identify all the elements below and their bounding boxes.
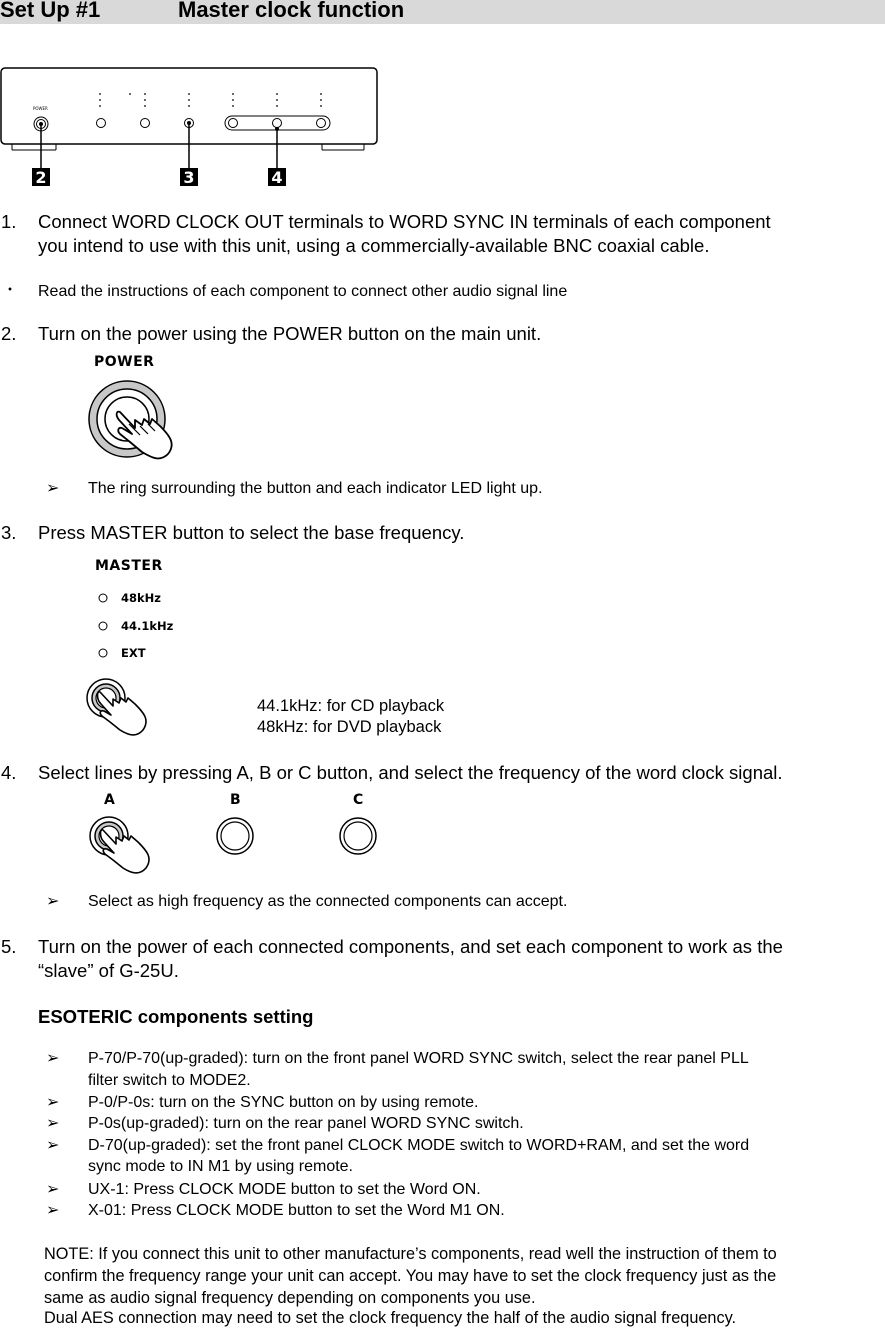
esoteric-bullet-2-mark: ➢ — [46, 1094, 60, 1111]
master-panel-label: MASTER — [95, 558, 163, 574]
step-1-line-2: you intend to use with this unit, using a commercially-available BNC coaxial cable. — [38, 235, 710, 256]
esoteric-heading: ESOTERIC components setting — [38, 1006, 314, 1027]
callout-4: 4 — [271, 168, 283, 187]
step-1-line-1: Connect WORD CLOCK OUT terminals to WORD SYNC IN terminals of each component — [38, 211, 771, 232]
esoteric-item-4-line-2: sync mode to IN M1 by using remote. — [88, 1158, 353, 1175]
esoteric-item-4-line-1: D-70(up-graded): set the front panel CLOCK MODE switch to WORD+RAM, and set the word — [88, 1137, 750, 1154]
step-4-text: Select lines by pressing A, B or C button, and select the frequency of the word clock signal. — [38, 762, 783, 783]
section-title: Master clock function — [178, 0, 405, 22]
esoteric-bullet-1-mark: ➢ — [46, 1050, 60, 1067]
freq-info-cd: 44.1kHz: for CD playback — [257, 697, 445, 715]
step-3-number: 3. — [1, 522, 17, 543]
callout-3: 3 — [183, 168, 195, 187]
esoteric-item-1-line-2: filter switch to MODE2. — [88, 1072, 251, 1089]
callout-2: 2 — [35, 168, 47, 187]
freq-option-48khz: 48kHz — [121, 591, 161, 605]
step-2-bullet-text: The ring surrounding the button and each indicator LED light up. — [88, 480, 543, 497]
esoteric-bullet-4-mark: ➢ — [46, 1137, 60, 1154]
master-button-illustration — [80, 676, 170, 744]
freq-option-44-1khz: 44.1kHz — [121, 619, 174, 633]
note-line-3: same as audio signal frequency depending on components you use. — [44, 1289, 536, 1307]
step-2-number: 2. — [1, 323, 17, 344]
step-4-bullet-text: Select as high frequency as the connected components can accept. — [88, 893, 568, 910]
esoteric-item-1-line-1: P-70/P-70(up-graded): turn on the front panel WORD SYNC switch, select the rear panel PLL — [88, 1050, 749, 1067]
note-line-2: confirm the frequency range your unit can accept. You may have to set the clock frequency just as the — [44, 1267, 777, 1285]
power-panel-label: POWER — [94, 354, 155, 370]
esoteric-bullet-5-mark: ➢ — [46, 1181, 60, 1198]
step-4-number: 4. — [1, 762, 17, 783]
esoteric-item-5: UX-1: Press CLOCK MODE button to set the Word ON. — [88, 1181, 481, 1198]
master-indicator-leds — [96, 592, 110, 660]
esoteric-item-2: P-0/P-0s: turn on the SYNC button on by using remote. — [88, 1094, 479, 1111]
device-power-label: POWER — [33, 106, 48, 111]
step-2-text: Turn on the power using the POWER button on the main unit. — [38, 323, 542, 344]
note-1-mark: ・ — [2, 282, 19, 299]
esoteric-bullet-6-mark: ➢ — [46, 1202, 60, 1219]
note-1-text: Read the instructions of each component to connect other audio signal line — [38, 283, 568, 300]
step-3-text: Press MASTER button to select the base frequency. — [38, 522, 465, 543]
freq-option-ext: EXT — [121, 646, 146, 660]
esoteric-bullet-3-mark: ➢ — [46, 1115, 60, 1132]
line-c-label: C — [353, 792, 364, 808]
step-2-bullet-mark: ➢ — [46, 480, 60, 497]
step-4-bullet-mark: ➢ — [46, 893, 60, 910]
step-5-number: 5. — [1, 936, 17, 957]
esoteric-item-6: X-01: Press CLOCK MODE button to set the Word M1 ON. — [88, 1202, 505, 1219]
line-b-label: B — [230, 792, 242, 808]
abc-buttons-illustration — [80, 812, 390, 882]
freq-info-dvd: 48kHz: for DVD playback — [257, 718, 442, 736]
power-button-illustration — [80, 376, 190, 466]
step-5-line-2: “slave” of G-25U. — [38, 960, 179, 981]
esoteric-item-3: P-0s(up-graded): turn on the rear panel WORD SYNC switch. — [88, 1115, 524, 1132]
note-line-1: NOTE: If you connect this unit to other manufacture’s components, read well the instruction of them to — [44, 1245, 777, 1263]
section-header — [0, 0, 885, 24]
step-1-number: 1. — [1, 211, 17, 232]
setup-number: Set Up #1 — [0, 0, 101, 22]
note-line-4: Dual AES connection may need to set the clock frequency the half of the audio signal frequency. — [44, 1309, 737, 1327]
device-front-panel-diagram — [0, 60, 390, 195]
step-5-line-1: Turn on the power of each connected components, and set each component to work as the — [38, 936, 783, 957]
line-a-label: A — [104, 792, 116, 808]
